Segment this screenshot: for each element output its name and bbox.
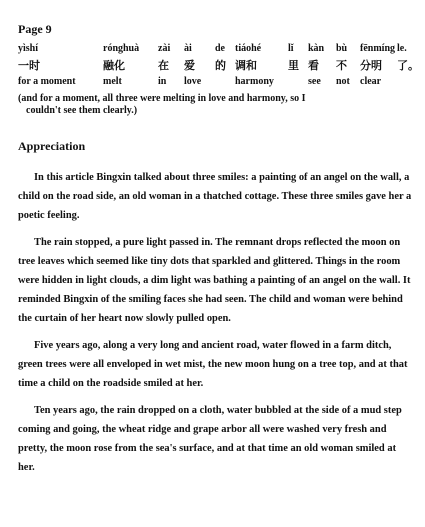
english-gloss: melt bbox=[103, 76, 122, 87]
body-paragraph: Five years ago, along a very long and ancient road, water flowed in a farm ditch, green trees were all enveloped in wet mist, the new moon hung on a tree top, and at that time a child on the roadside smiled at her. bbox=[18, 340, 408, 390]
hanzi-text: 调和 bbox=[235, 59, 257, 72]
body-paragraph: Ten years ago, the rain dropped on a cloth, water bubbled at the side of a mud step coming and going, the wheat ridge and grape arbor all were washed very fresh and pretty, the moon rose from the sea's surface, and at that time an old woman smiled at her. bbox=[18, 405, 402, 474]
english-gloss: see bbox=[308, 76, 321, 87]
sentence-translation bbox=[18, 93, 408, 117]
hanzi-text: 融化 bbox=[103, 59, 125, 72]
hanzi-text: 了。 bbox=[397, 59, 419, 72]
hanzi-text: 的 bbox=[215, 59, 226, 72]
hanzi-text: 看 bbox=[308, 59, 319, 72]
pinyin-text: le. bbox=[397, 43, 407, 54]
pinyin-text: rónghuà bbox=[103, 43, 140, 54]
hanzi-text: 里 bbox=[288, 59, 299, 72]
pinyin-text: lǐ bbox=[288, 43, 294, 54]
english-gloss: harmony bbox=[235, 76, 274, 87]
pinyin-text: zài bbox=[158, 43, 171, 54]
hanzi-text: 爱 bbox=[184, 59, 195, 72]
translation-line: (and for a moment, all three were melting in love and harmony, so I bbox=[18, 93, 306, 104]
pinyin-text: fēnmíng bbox=[360, 43, 395, 54]
section-heading: Appreciation bbox=[18, 139, 86, 153]
translation-line: couldn't see them clearly.) bbox=[26, 105, 138, 116]
english-gloss: in bbox=[158, 76, 167, 87]
english-gloss: for a moment bbox=[18, 76, 76, 87]
pinyin-text: de bbox=[215, 43, 225, 54]
pinyin-text: bù bbox=[336, 43, 348, 54]
pinyin-text: tiáohé bbox=[235, 43, 262, 54]
hanzi-text: 一时 bbox=[18, 59, 40, 72]
english-gloss: not bbox=[336, 76, 350, 87]
english-gloss: love bbox=[184, 76, 202, 87]
body-paragraph: In this article Bingxin talked about three smiles: a painting of an angel on the wall, a child on the road side, an old woman in a thatched cottage. These three smiles gave her a poetic feeling. bbox=[18, 172, 412, 222]
pinyin-text: kàn bbox=[308, 43, 325, 54]
hanzi-text: 不 bbox=[336, 59, 347, 72]
body-paragraph: The rain stopped, a pure light passed in. The remnant drops reflected the moon on tree leaves which seemed like tiny dots that sparkled and glittered. Things in the room were hidden in light clouds, a dim light was bathing a painting of an angel on the wall. It reminded Bingxin of the smiling faces she had seen. The child and woman were behind the curtain of her heart now slowly pulled open. bbox=[18, 237, 411, 325]
appreciation-text bbox=[18, 168, 414, 485]
hanzi-text: 分明 bbox=[360, 59, 382, 72]
hanzi-text: 在 bbox=[158, 59, 169, 72]
page-number: Page 9 bbox=[18, 22, 52, 36]
pinyin-text: yìshí bbox=[18, 43, 39, 54]
english-gloss: clear bbox=[360, 76, 382, 87]
pinyin-text: ài bbox=[184, 43, 192, 54]
